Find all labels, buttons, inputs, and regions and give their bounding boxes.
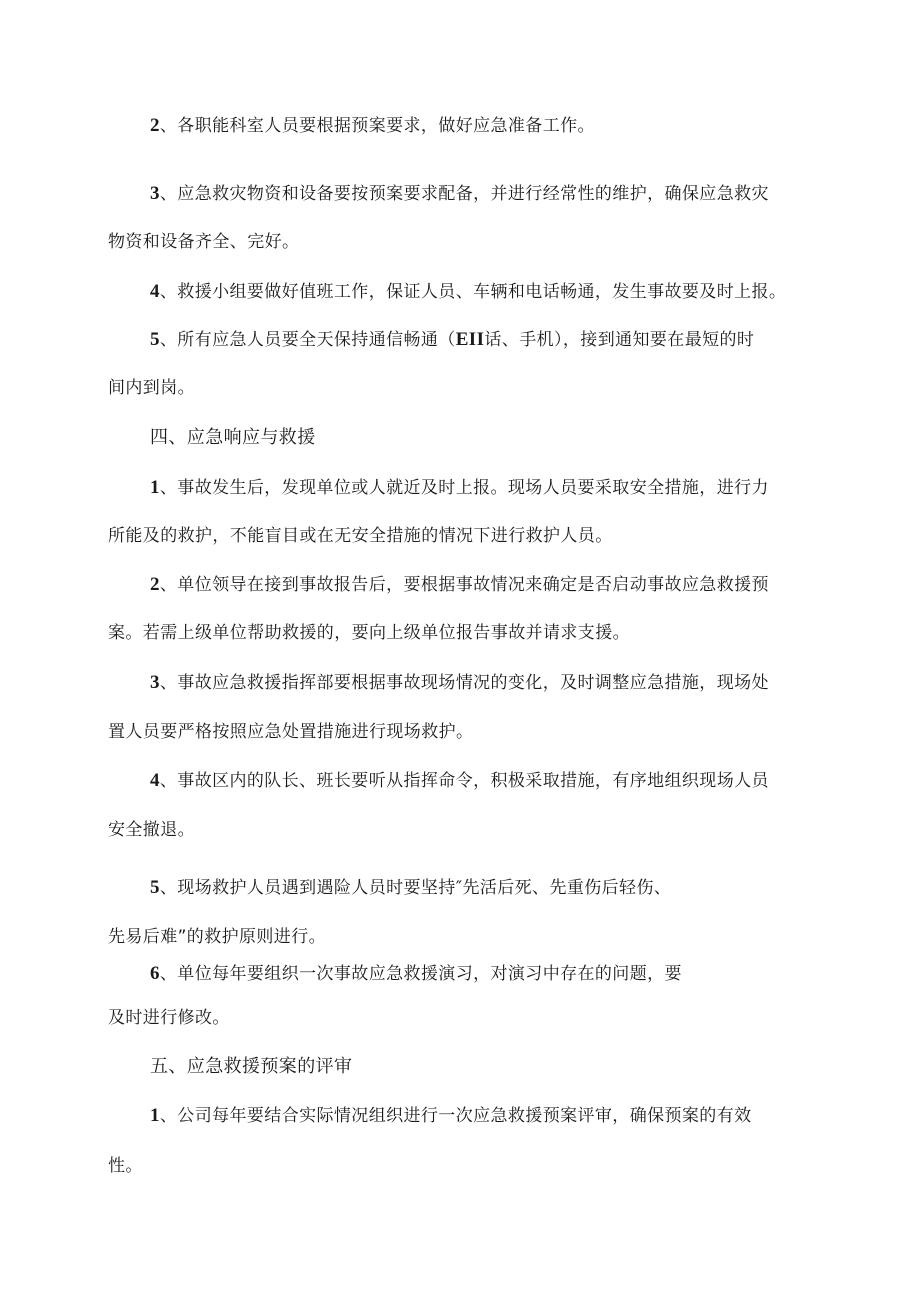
paragraph-text: 先易后难”的救护原则进行。 [108, 927, 327, 947]
paragraph-4-3-line-1 [150, 671, 769, 695]
paragraph-text: 、应急救灾物资和设备要按预案要求配备，并进行经常性的维护，确保应急救灾 [159, 184, 769, 204]
paragraph-text: 所能及的救护，不能盲目或在无安全措施的情况下进行救护人员。 [108, 526, 613, 546]
item-number: 2 [150, 115, 160, 136]
paragraph-3-5-line-1 [150, 328, 754, 352]
paragraph-4-2-line-1 [150, 573, 769, 597]
paragraph-4-3-line-2 [108, 720, 473, 744]
paragraph-4-2-line-2 [108, 621, 630, 645]
paragraph-text-bold: EII [455, 329, 485, 350]
item-number: 5 [150, 329, 160, 350]
paragraph-text: 、公司每年要结合实际情况组织进行一次应急救援预案评审，确保预案的有效 [159, 1106, 752, 1126]
item-number: 1 [150, 1105, 160, 1126]
paragraph-text: 、单位领导在接到事故报告后，要根据事故情况来确定是否启动事故应急救援预 [159, 575, 769, 595]
section-heading-4: 四、应急响应与救援 [150, 427, 316, 448]
item-number: 3 [150, 183, 160, 204]
paragraph-4-1-line-2 [108, 524, 613, 548]
paragraph-text: 性。 [108, 1156, 143, 1176]
item-number: 6 [150, 963, 160, 984]
paragraph-text: 及时进行修改。 [108, 1008, 230, 1028]
paragraph-3-4 [150, 280, 786, 304]
paragraph-text: 、事故发生后，发现单位或人就近及时上报。现场人员要采取安全措施，进行力 [159, 478, 769, 498]
item-number: 2 [150, 574, 160, 595]
paragraph-4-6-line-1 [150, 962, 682, 986]
paragraph-text: 间内到岗。 [108, 378, 195, 398]
paragraph-4-4-line-1 [150, 769, 769, 793]
paragraph-4-6-line-2 [108, 1006, 230, 1030]
paragraph-3-3-line-2 [108, 230, 299, 254]
paragraph-5-1-line-1 [150, 1104, 752, 1128]
paragraph-5-1-line-2 [108, 1154, 143, 1178]
paragraph-text: 、所有应急人员要全天保持通信畅通（ [159, 330, 456, 350]
paragraph-text: 话、手机），接到通知要在最短的时 [484, 330, 755, 350]
paragraph-4-5-line-2 [108, 925, 326, 949]
paragraph-text: 、事故应急救援指挥部要根据事故现场情况的变化，及时调整应急措施，现场处 [159, 673, 769, 693]
item-number: 1 [150, 477, 160, 498]
item-number: 5 [150, 877, 160, 898]
paragraph-4-1-line-1 [150, 476, 769, 500]
paragraph-text: 、单位每年要组织一次事故应急救援演习，对演习中存在的问题，要 [159, 964, 682, 984]
section-heading-5: 五、应急救援预案的评审 [150, 1056, 353, 1077]
paragraph-text: 、现场救护人员遇到遇险人员时要坚持″先活后死、先重伤后轻伤、 [159, 878, 672, 898]
paragraph-text: 安全撤退。 [108, 820, 195, 840]
paragraph-3-2 [150, 114, 595, 138]
paragraph-3-5-line-2 [108, 376, 195, 400]
paragraph-text: 案。若需上级单位帮助救援的，要向上级单位报告事故并请求支援。 [108, 623, 630, 643]
paragraph-4-4-line-2 [108, 818, 195, 842]
item-number: 3 [150, 672, 160, 693]
paragraph-text: 置人员要严格按照应急处置措施进行现场救护。 [108, 722, 474, 742]
paragraph-4-5-line-1 [150, 876, 671, 900]
paragraph-text: 、各职能科室人员要根据预案要求，做好应急准备工作。 [159, 116, 595, 136]
paragraph-text: 、事故区内的队长、班长要听从指挥命令，积极采取措施，有序地组织现场人员 [159, 771, 769, 791]
item-number: 4 [150, 770, 160, 791]
paragraph-text: 物资和设备齐全、完好。 [108, 232, 300, 252]
paragraph-text: 、救援小组要做好值班工作，保证人员、车辆和电话畅通，发生事故要及时上报。 [159, 282, 787, 302]
paragraph-3-3-line-1 [150, 182, 769, 206]
item-number: 4 [150, 281, 160, 302]
